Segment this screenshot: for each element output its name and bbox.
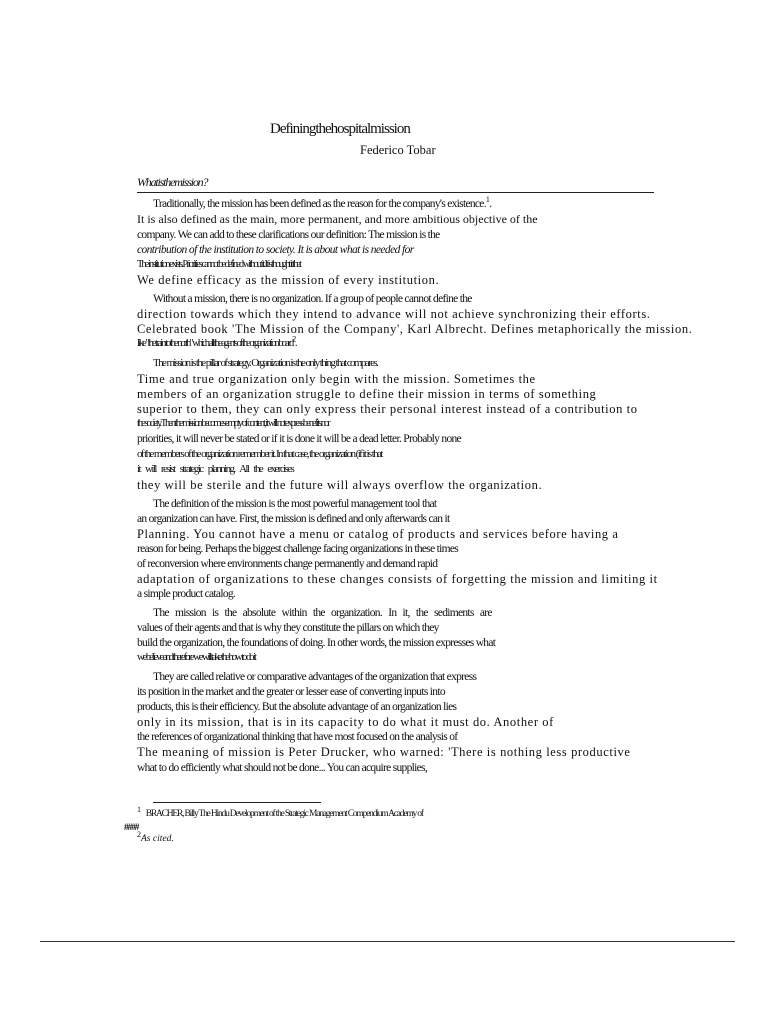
body-line: they will be sterile and the future will always overflow the organization. [137, 478, 543, 492]
body-line: reason for being. Perhaps the biggest challenge facing organizations in these times [137, 543, 459, 555]
footnote-ref: 1 [485, 195, 490, 205]
document-title: Definingthehospitalmission [270, 121, 410, 137]
body-line: the society. Then the mission becomes empty of content, it will not express benefits nor [137, 418, 329, 429]
footnote-separator [153, 802, 321, 803]
body-line: Celebrated book 'The Mission of the Company', Karl Albrecht. Defines metaphorically the mission. [137, 322, 693, 336]
body-line: contribution of the institution to society. It is about what is needed for [137, 244, 414, 256]
footnote-text: As cited. [141, 834, 174, 844]
page-bottom-rule [40, 941, 735, 942]
footnote-number: 1 [137, 804, 140, 814]
body-line: The institution exists. Priorities cannot be defined without it. It is thought it that [137, 259, 301, 270]
body-line: it will resist strategic planning. All the exercises [137, 463, 294, 475]
body-line: of reconversion where environments change permanently and demand rapid [137, 558, 438, 570]
footnote-1-continuation: #### [124, 823, 139, 833]
footnote-2 [137, 829, 174, 844]
body-line: an organization can have. First, the mission is defined and only afterwards can it [137, 513, 450, 525]
body-line: a simple product catalog. [137, 588, 236, 600]
body-line: We define efficacy as the mission of every institution. [137, 273, 440, 287]
body-line: company. We can add to these clarifications our definition: The mission is the [137, 229, 440, 241]
body-line: Without a mission, there is no organization. If a group of people cannot define the [153, 293, 472, 305]
body-line: direction towards which they intend to advance will not achieve synchronizing their efforts. [137, 307, 651, 321]
body-line: the references of organizational thinking that have most focused on the analysis of [137, 731, 458, 743]
body-line: The definition of the mission is the most powerful management tool that [153, 498, 437, 510]
body-line: It is also defined as the main, more permanent, and more ambitious objective of the [137, 212, 538, 226]
body-line: Time and true organization only begin with the mission. Sometimes the [137, 372, 536, 386]
body-line: They are called relative or comparative advantages of the organization that express [153, 671, 477, 683]
heading-underline [137, 192, 654, 193]
body-line: we believe and therefore we will take the how to do it [137, 652, 255, 663]
body-line: build the organization, the foundations of doing. In other words, the mission expresses what [137, 637, 496, 649]
body-line: The meaning of mission is Peter Drucker, who warned: 'There is nothing less productive [137, 745, 631, 759]
body-line: its position in the market and the greater or lesser ease of converting inputs into [137, 686, 445, 698]
body-line: products, this is their efficiency. But the absolute advantage of an organization lies [137, 701, 457, 713]
section-heading: Whatisthemission? [137, 175, 208, 189]
body-line: Traditionally, the mission has been defined as the reason for the company's existence.$^1$. [153, 195, 492, 210]
body-line: The mission is the pillar of strategy. Organization is the only thing that compares. [153, 357, 378, 369]
body-line: of the members of the organization remember it. In that case, the organization (if it is that [137, 448, 382, 460]
body-line: values of their agents and that is why they constitute the pillars on which they [137, 622, 439, 634]
footnote-number: 2 [137, 829, 140, 839]
body-line: adaptation of organizations to these changes consists of forgetting the mission and limiting it [137, 572, 658, 586]
body-line: Planning. You cannot have a menu or catalog of products and services before having a [137, 527, 619, 541]
body-line: priorities, it will never be stated or if it is done it will be a dead letter. Probably none [137, 433, 461, 445]
body-line: superior to them, they can only express their personal interest instead of a contribution to [137, 402, 638, 416]
document-author: Federico Tobar [360, 143, 436, 157]
body-line: what to do efficiently what should not be done... You can acquire supplies, [137, 762, 427, 774]
body-line: like "the train to the north" which all the agents of the organization board$^2$ . [137, 334, 296, 349]
body-line: members of an organization struggle to define their mission in terms of something [137, 387, 597, 401]
footnote-1 [137, 804, 423, 819]
body-line: only in its mission, that is in its capacity to do what it must do. Another of [137, 715, 554, 729]
footnote-text: BRACHER, Billy The Hindu Development of the Strategic Management Compendium Academy of [145, 809, 423, 819]
footnote-ref: 2 [292, 334, 295, 344]
body-line: The mission is the absolute within the organization. In it, the sediments are [153, 607, 492, 619]
